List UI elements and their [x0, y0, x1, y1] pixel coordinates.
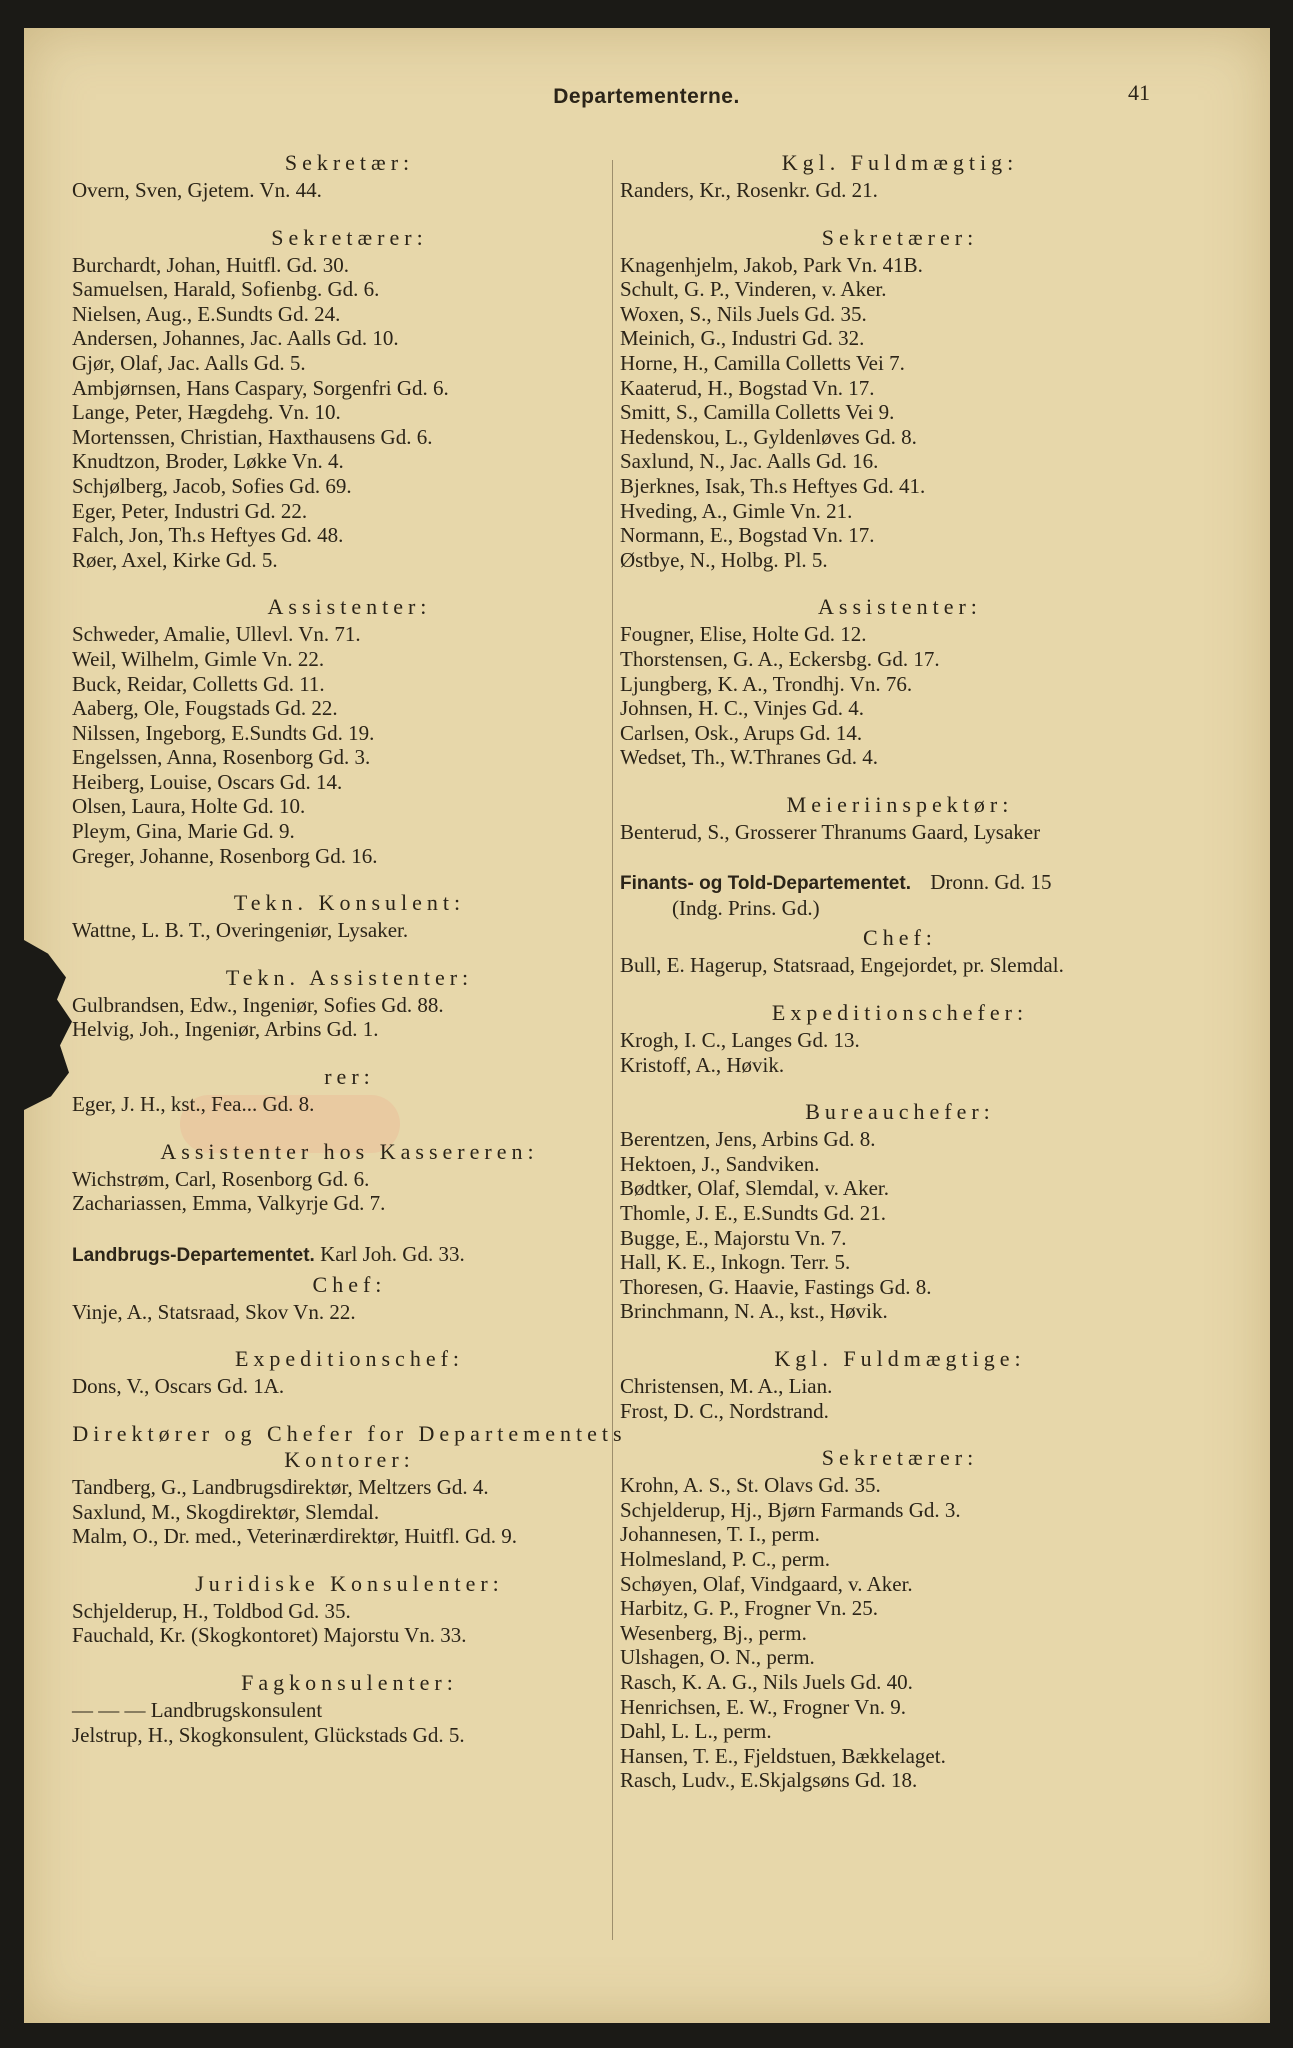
directory-section [620, 1445, 1180, 1793]
directory-entry: Johannesen, T. I., perm. [620, 1522, 820, 1547]
directory-entry: Bødtker, Olaf, Slemdal, v. Aker. [620, 1176, 890, 1201]
directory-entry: Hektoen, J., Sandviken. [620, 1151, 820, 1176]
directory-entry: Henrichsen, E. W., Frogner Vn. 9. [620, 1694, 906, 1719]
directory-entry: Meinich, G., Industri Gd. 32. [620, 326, 865, 351]
directory-entry: Ambjørnsen, Hans Caspary, Sorgenfri Gd. 6. [72, 375, 449, 400]
section-heading: Fagkonsulenter: [241, 1669, 458, 1695]
section-heading: Direktører og Chefer for Departementets Kontorer: [72, 1421, 627, 1472]
directory-entry: Holmesland, P. C., perm. [620, 1546, 830, 1571]
directory-section [620, 594, 1180, 770]
directory-entry: Schjølberg, Jacob, Sofies Gd. 69. [72, 473, 352, 498]
directory-section [72, 1064, 627, 1117]
section-heading: Expeditionschefer: [771, 1000, 1029, 1026]
directory-entry: Carlsen, Osk., Arups Gd. 14. [620, 720, 863, 745]
directory-entry: Horne, H., Camilla Colletts Vei 7. [620, 350, 905, 375]
directory-entry: — — — Landbrugskonsulent [72, 1697, 323, 1722]
department-name: Finants- og Told-Departementet. [620, 873, 911, 895]
directory-entry: Johnsen, H. C., Vinjes Gd. 4. [620, 696, 864, 721]
directory-entry: Gjør, Olaf, Jac. Aalls Gd. 5. [72, 350, 306, 375]
directory-entry: Normann, E., Bogstad Vn. 17. [620, 523, 875, 548]
page-number: 41 [1128, 80, 1150, 105]
directory-entry: Kristoff, A., Høvik. [620, 1052, 785, 1077]
directory-entry: Jelstrup, H., Skogkonsulent, Glückstads Gd. 5. [72, 1722, 465, 1747]
directory-entry: Fougner, Elise, Holte Gd. 12. [620, 622, 867, 647]
directory-entry: Thoresen, G. Haavie, Fastings Gd. 8. [620, 1274, 932, 1299]
directory-entry: Ulshagen, O. N., perm. [620, 1645, 815, 1670]
directory-section [72, 1272, 627, 1325]
directory-entry: Krogh, I. C., Langes Gd. 13. [620, 1028, 860, 1053]
directory-entry: Schult, G. P., Vinderen, v. Aker. [620, 277, 887, 302]
section-heading: rer: [324, 1064, 375, 1090]
directory-entry: Nielsen, Aug., E.Sundts Gd. 24. [72, 301, 341, 326]
directory-entry: Nilssen, Ingeborg, E.Sundts Gd. 19. [72, 720, 375, 745]
department-address: Karl Joh. Gd. 33. [320, 1241, 465, 1266]
directory-entry: Rasch, Ludv., E.Skjalgsøns Gd. 18. [620, 1768, 918, 1793]
directory-entry: Schjelderup, Hj., Bjørn Farmands Gd. 3. [620, 1497, 961, 1522]
directory-entry: Kaaterud, H., Bogstad Vn. 17. [620, 375, 875, 400]
section-heading: Sekretærer: [271, 224, 428, 250]
directory-entry: Røer, Axel, Kirke Gd. 5. [72, 547, 278, 572]
directory-entry: Weil, Wilhelm, Gimle Vn. 22. [72, 646, 325, 671]
directory-entry: Bull, E. Hagerup, Statsraad, Engejordet, pr. Slemdal. [620, 953, 1064, 978]
directory-entry: Østbye, N., Holbg. Pl. 5. [620, 547, 828, 572]
directory-entry: Wedset, Th., W.Thranes Gd. 4. [620, 745, 879, 770]
department-title [620, 870, 1180, 921]
directory-entry: Helvig, Joh., Ingeniør, Arbins Gd. 1. [72, 1017, 379, 1042]
section-heading: Sekretærer: [821, 1445, 979, 1471]
directory-entry: Thomle, J. E., E.Sundts Gd. 21. [620, 1201, 886, 1226]
directory-section [620, 1099, 1180, 1324]
directory-section [72, 890, 627, 943]
directory-entry: Buck, Reidar, Colletts Gd. 11. [72, 671, 325, 696]
directory-entry: Frost, D. C., Nordstrand. [620, 1398, 829, 1423]
directory-entry: Saxlund, M., Skogdirektør, Slemdal. [72, 1499, 380, 1524]
directory-entry: Hveding, A., Gimle Vn. 21. [620, 498, 853, 523]
directory-entry: Bjerknes, Isak, Th.s Heftyes Gd. 41. [620, 473, 926, 498]
section-heading: Tekn. Assistenter: [225, 964, 474, 990]
section-heading: Sekretærer: [821, 224, 979, 250]
directory-entry: Schweder, Amalie, Ullevl. Vn. 71. [72, 622, 361, 647]
directory-section [72, 1571, 627, 1648]
directory-entry: Hedenskou, L., Gyldenløves Gd. 8. [620, 424, 917, 449]
section-heading: Assistenter hos Kassereren: [160, 1138, 539, 1164]
directory-entry: Aaberg, Ole, Fougstads Gd. 22. [72, 696, 338, 721]
directory-entry: Engelssen, Anna, Rosenborg Gd. 3. [72, 745, 371, 770]
directory-entry: Hansen, T. E., Fjeldstuen, Bækkelaget. [620, 1743, 946, 1768]
directory-section [72, 225, 627, 573]
directory-entry: Berentzen, Jens, Arbins Gd. 8. [620, 1127, 876, 1152]
directory-entry: Schøyen, Olaf, Vindgaard, v. Aker. [620, 1571, 913, 1596]
directory-entry: Schjelderup, H., Toldbod Gd. 35. [72, 1598, 351, 1623]
directory-entry: Mortenssen, Christian, Haxthausens Gd. 6. [72, 424, 433, 449]
directory-section [72, 1421, 627, 1549]
directory-entry: Saxlund, N., Jac. Aalls Gd. 16. [620, 449, 879, 474]
left-column [72, 150, 627, 1769]
right-column [620, 150, 1180, 1815]
directory-section [620, 150, 1180, 203]
directory-entry: Eger, J. H., kst., Fea... Gd. 8. [72, 1092, 315, 1117]
directory-entry: Harbitz, G. P., Frogner Vn. 25. [620, 1596, 879, 1621]
directory-section [72, 594, 627, 868]
section-heading: Assistenter: [818, 594, 982, 620]
directory-entry: Wattne, L. B. T., Overingeniør, Lysaker. [72, 918, 409, 943]
directory-entry: Ljungberg, K. A., Trondhj. Vn. 76. [620, 671, 913, 696]
section-heading: Sekretær: [284, 150, 415, 175]
section-heading: Assistenter: [267, 594, 432, 620]
directory-entry: Brinchmann, N. A., kst., Høvik. [620, 1299, 888, 1324]
section-heading: Juridiske Konsulenter: [195, 1570, 504, 1596]
directory-entry: Hall, K. E., Inkogn. Terr. 5. [620, 1250, 851, 1275]
section-heading: Bureauchefer: [805, 1099, 995, 1125]
section-heading: Chef: [863, 925, 937, 951]
department-name: Landbrugs-Departementet. [72, 1244, 315, 1266]
directory-entry: Wesenberg, Bj., perm. [620, 1620, 807, 1645]
directory-section [620, 925, 1180, 978]
section-heading: Meieriinspektør: [786, 791, 1014, 817]
directory-entry: Randers, Kr., Rosenkr. Gd. 21. [620, 178, 878, 202]
directory-entry: Woxen, S., Nils Juels Gd. 35. [620, 301, 867, 326]
department-title [72, 1242, 627, 1268]
directory-entry: Knudtzon, Broder, Løkke Vn. 4. [72, 449, 344, 474]
directory-entry: Wichstrøm, Carl, Rosenborg Gd. 6. [72, 1166, 370, 1191]
section-heading: Chef: [312, 1271, 387, 1297]
directory-entry: Greger, Johanne, Rosenborg Gd. 16. [72, 843, 378, 868]
directory-entry: Dahl, L. L., perm. [620, 1719, 772, 1744]
directory-entry: Burchardt, Johan, Huitfl. Gd. 30. [72, 252, 350, 277]
directory-section [72, 1346, 627, 1399]
directory-entry: Lange, Peter, Hægdehg. Vn. 10. [72, 400, 341, 425]
directory-entry: Pleym, Gina, Marie Gd. 9. [72, 819, 295, 844]
directory-section [620, 1346, 1180, 1423]
directory-section [72, 150, 627, 203]
directory-entry: Zachariassen, Emma, Valkyrje Gd. 7. [72, 1191, 386, 1216]
directory-entry: Gulbrandsen, Edw., Ingeniør, Sofies Gd. 88. [72, 992, 444, 1017]
directory-entry: Smitt, S., Camilla Colletts Vei 9. [620, 400, 895, 425]
directory-section [72, 965, 627, 1042]
directory-entry: Fauchald, Kr. (Skogkontoret) Majorstu Vn. 33. [72, 1623, 467, 1648]
directory-entry: Knagenhjelm, Jakob, Park Vn. 41B. [620, 252, 923, 277]
directory-entry: Rasch, K. A. G., Nils Juels Gd. 40. [620, 1669, 913, 1694]
section-heading: Expeditionschef: [234, 1346, 465, 1372]
directory-entry: Christensen, M. A., Lian. [620, 1374, 833, 1398]
directory-section [620, 225, 1180, 573]
directory-entry: Krohn, A. S., St. Olavs Gd. 35. [620, 1473, 881, 1498]
directory-entry: Samuelsen, Harald, Sofienbg. Gd. 6. [72, 277, 380, 302]
directory-entry: Dons, V., Oscars Gd. 1A. [72, 1374, 285, 1399]
directory-section [72, 1670, 627, 1747]
directory-section [72, 1139, 627, 1216]
section-heading: Kgl. Fuldmægtig: [781, 150, 1019, 175]
directory-entry: Malm, O., Dr. med., Veterinærdirektør, Huitfl. Gd. 9. [72, 1524, 517, 1549]
directory-entry: Thorstensen, G. A., Eckersbg. Gd. 17. [620, 646, 940, 671]
section-heading: Kgl. Fuldmægtige: [774, 1346, 1026, 1371]
department-address: Dronn. Gd. 15 [930, 870, 1052, 895]
department-address-note: (Indg. Prins. Gd.) [672, 896, 820, 921]
directory-entry: Heiberg, Louise, Oscars Gd. 14. [72, 769, 343, 794]
directory-entry: Bugge, E., Majorstu Vn. 7. [620, 1225, 847, 1250]
directory-entry: Olsen, Laura, Holte Gd. 10. [72, 794, 306, 819]
directory-entry: Benterud, S., Grosserer Thranums Gaard, Lysaker [620, 819, 1041, 844]
directory-entry: Tandberg, G., Landbrugsdirektør, Meltzers Gd. 4. [72, 1475, 489, 1499]
directory-entry: Andersen, Johannes, Jac. Aalls Gd. 10. [72, 326, 399, 351]
directory-entry: Falch, Jon, Th.s Heftyes Gd. 48. [72, 523, 344, 548]
page-header: Departementerne. [553, 85, 740, 108]
directory-section [620, 1000, 1180, 1077]
directory-entry: Overn, Sven, Gjetem. Vn. 44. [72, 178, 322, 202]
directory-entry: Eger, Peter, Industri Gd. 22. [72, 498, 308, 523]
section-heading: Tekn. Konsulent: [233, 890, 466, 916]
directory-entry: Vinje, A., Statsraad, Skov Vn. 22. [72, 1299, 356, 1324]
directory-section [620, 792, 1180, 845]
